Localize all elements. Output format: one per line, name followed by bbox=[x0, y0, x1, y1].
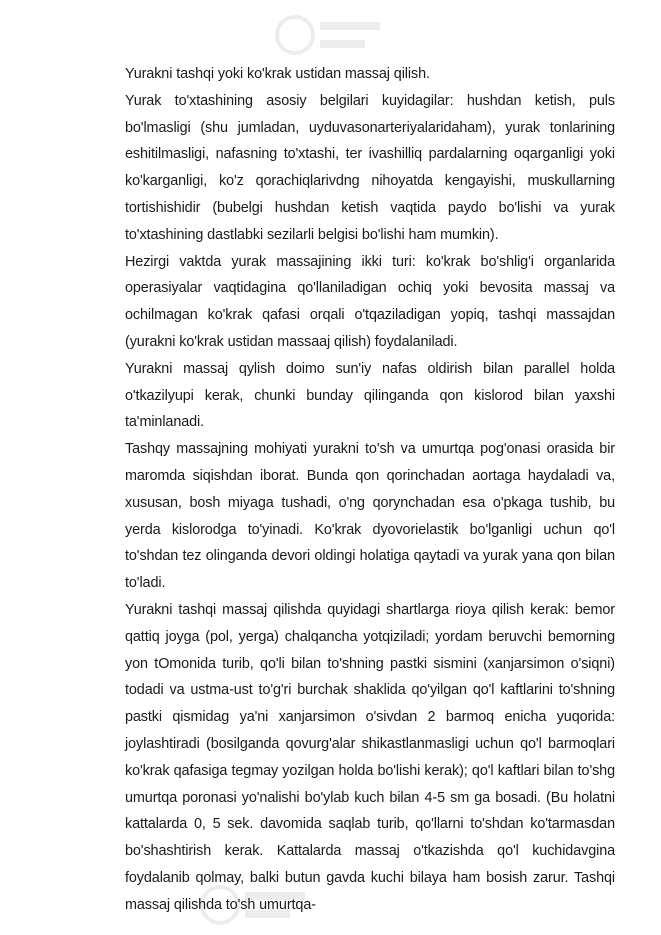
paragraph-conditions: Yurakni tashqi massaj qilishda quyidagi shartlarga rioya qilish kerak: bemor qattiq joyga (pol, yerga) chalqancha yotqiziladi; yordam beruvchi bemorning yon tOmonida turib, qo'li bilan to'shning pastki sismini (xanjarsimon o'siqni) todadi va ustma-ust to'g'ri burchak shaklida qo'yilgan qo'l kaftlarini to'shning pastki qismidag ya'ni xanjarsimon o'sivdan 2 barmoq enicha yuqorida: joylashtiradi (bosilganda qovurg'alar shikastlanmasligi uchun qo'l barmoqlari ko'krak qafasiga tegmay yozilgan holda bo'lishi kerak); qo'l kaftlari bilan to'shg umurtqa poronasi yo'nalishi bo'ylab kuch bilan 4-5 sm ga bosadi. (Bu holatni kattalarda 0, 5 sek. davomida saqlab turib, qo'llarni to'shdan ko'tarmasdan bo'shashtirish kerak. Kattalarda massaj o'tkazishda qo'l kuchidavgina foydalanib qolmay, balki butun gavda kuchi bilaya ham bosish zarur. Tashqi massaj qilishda to'sh umurtqa- bbox=[125, 601, 615, 913]
heading-paragraph: Yurakni tashqi yoki ko'krak ustidan massaj qilish. bbox=[125, 66, 430, 82]
watermark-logo-icon bbox=[270, 10, 390, 60]
paragraph-massage-types: Hezirgi vaktda yurak massajining ikki turi: ko'krak bo'shlig'i organlarida operasiyalar vaqtidagina qo'llaniladigan ochiq yoki bevosita massaj va ochilmagan ko'krak qafasi orqali o'tqaziladigan yopiq, tashqi massajdan (yurakni ko'krak ustidan massaaj qilish) foydalaniladi. bbox=[125, 253, 615, 350]
document-body bbox=[125, 61, 615, 919]
paragraph-artificial-breathing: Yurakni massaj qylish doimo sun'iy nafas oldirish bilan parallel holda o'tkazilyupi kerak, chunki bunday qilinganda qon kislorod bilan yaxshi ta'minlanadi. bbox=[125, 360, 615, 431]
paragraph-essence: Tashqy massajning mohiyati yurakni to'sh va umurtqa pog'onasi orasida bir maromda siqishdan iborat. Bunda qon qorinchadan aortaga haydaladi va, xususan, bosh miyaga tushadi, o'ng qorynchadan esa o'pkaga tushib, bu yerda kislorodga to'yinadi. Ko'krak dyovorielastik bo'lganligi uchun qo'l to'shdan tez olinganda devori oldingi holatiga qaytadi va yurak yana qon bilan to'ladi. bbox=[125, 441, 615, 592]
paragraph-symptoms: Yurak to'xtashining asosiy belgilari kuyidagilar: hushdan ketish, puls bo'lmasligi (shu jumladan, uyduvasonarteriyalaridaham), yurak tonlarining eshitilmasligi, nafasning to'xtashi, ter ivashilliq pardalarning oqarganligi yoki ko'karganligi, ko'z qorachiqlarivdng nihoyatda kengayishi, muskullarning tortishishidir (bubelgi hushdan ketish vaqtida paydo bo'lishi va yurak to'xtashining dastlabki sezilarli belgisi bo'lishi ham mumkin). bbox=[125, 92, 615, 243]
